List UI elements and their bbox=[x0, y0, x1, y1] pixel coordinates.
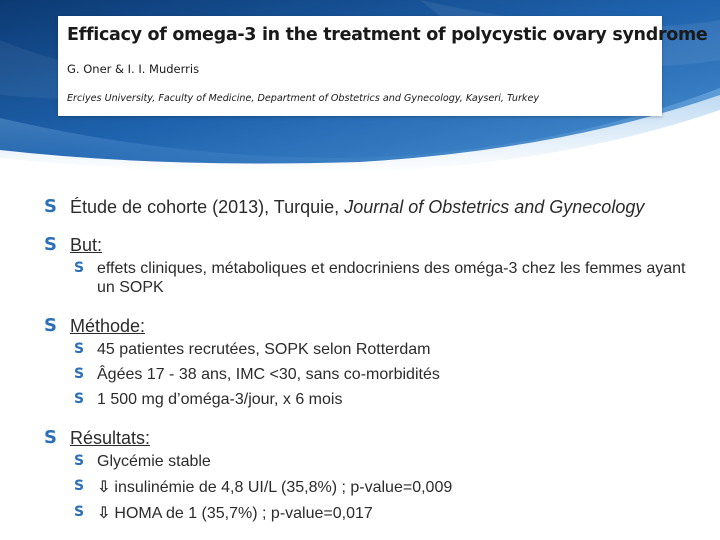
bullet-icon: S bbox=[74, 504, 85, 520]
bullet-icon: S bbox=[74, 391, 85, 407]
bullet-icon: S bbox=[44, 196, 57, 217]
study-text: Étude de cohorte (2013), Turquie, bbox=[70, 197, 345, 217]
results-item bbox=[0, 503, 720, 523]
method-item-text: 45 patientes recrutées, SOPK selon Rotterdam bbox=[97, 341, 431, 358]
method-item bbox=[0, 390, 720, 409]
aim-heading: But: bbox=[70, 235, 103, 255]
results-heading: Résultats: bbox=[70, 428, 151, 448]
method-heading: Méthode: bbox=[70, 316, 146, 336]
aim-bullet bbox=[0, 234, 720, 256]
bullet-icon: S bbox=[44, 427, 57, 448]
results-item-text: HOMA de 1 (35,7%) ; p-value=0,017 bbox=[114, 505, 373, 522]
bullet-icon: S bbox=[44, 315, 57, 336]
bullet-icon: S bbox=[74, 260, 85, 276]
study-bullet bbox=[0, 196, 720, 218]
paper-authors: G. Oner & I. I. Muderris bbox=[67, 62, 200, 76]
results-bullet bbox=[0, 427, 720, 449]
results-item bbox=[0, 477, 720, 497]
down-arrow-icon: ⇩ bbox=[97, 477, 111, 496]
results-item-text: Glycémie stable bbox=[97, 453, 211, 470]
method-item bbox=[0, 340, 720, 359]
aim-item-text: effets cliniques, métaboliques et endocriniens des oméga-3 chez les femmes ayant un SOPK bbox=[97, 260, 686, 296]
results-item bbox=[0, 452, 720, 471]
paper-affiliation: Erciyes University, Faculty of Medicine, Department of Obstetrics and Gynecology, Kayseri, Turkey bbox=[67, 93, 540, 104]
method-bullet bbox=[0, 315, 720, 337]
aim-item bbox=[0, 259, 720, 297]
paper-citation-card bbox=[58, 16, 708, 116]
paper-title: Efficacy of omega-3 in the treatment of polycystic ovary syndrome bbox=[67, 25, 708, 45]
down-arrow-icon: ⇩ bbox=[97, 503, 111, 522]
method-item-text: Âgées 17 - 38 ans, IMC <30, sans co-morbidités bbox=[97, 366, 440, 383]
results-item-text: insulinémie de 4,8 UI/L (35,8%) ; p-value=0,009 bbox=[114, 479, 453, 496]
bullet-icon: S bbox=[74, 341, 85, 357]
bullet-icon: S bbox=[74, 478, 85, 494]
method-item-text: 1 500 mg d’oméga-3/jour, x 6 mois bbox=[97, 391, 343, 408]
bullet-icon: S bbox=[44, 234, 57, 255]
slide-content bbox=[0, 196, 720, 523]
bullet-icon: S bbox=[74, 453, 85, 469]
method-item bbox=[0, 365, 720, 384]
bullet-icon: S bbox=[74, 366, 85, 382]
study-journal: Journal of Obstetrics and Gynecology bbox=[344, 197, 645, 217]
